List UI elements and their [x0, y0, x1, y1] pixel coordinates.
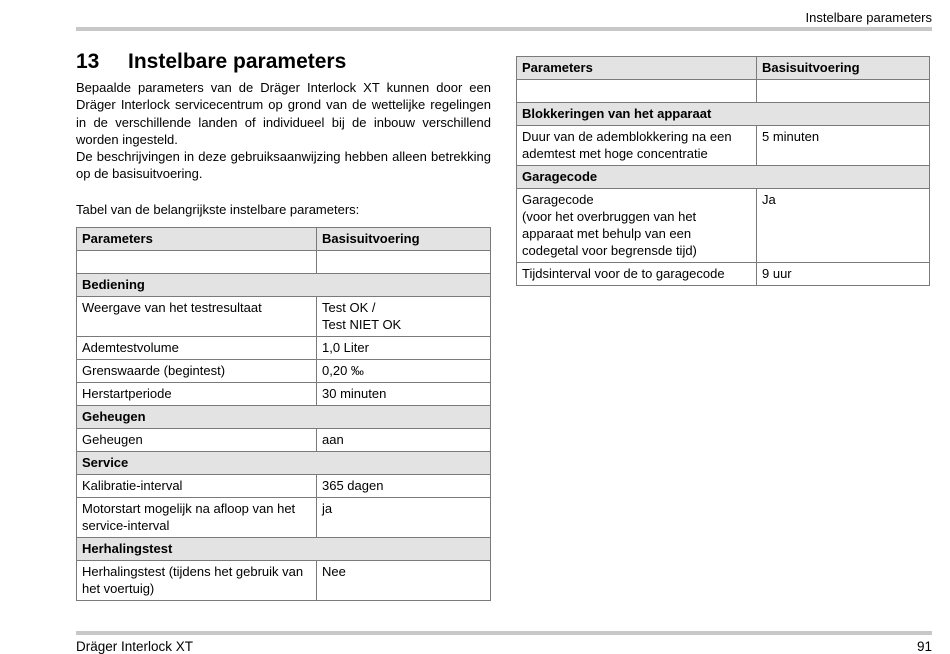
- value-cell: Nee: [317, 561, 491, 601]
- parameter-cell: Tijdsinterval voor de to garagecode: [517, 263, 757, 286]
- empty-cell: [517, 80, 757, 103]
- value-cell: Ja: [757, 189, 930, 263]
- section-row: [77, 274, 491, 297]
- table-row: [517, 126, 930, 166]
- chapter-title: Instelbare parameters: [128, 50, 347, 73]
- right-column: [516, 56, 930, 286]
- chapter-heading: [76, 50, 491, 74]
- section-label: Geheugen: [77, 406, 491, 429]
- table-row: [77, 498, 491, 538]
- value-cell: Test OK / Test NIET OK: [317, 297, 491, 337]
- section-label: Herhalingstest: [77, 538, 491, 561]
- header-rule: [76, 27, 932, 31]
- value-cell: aan: [317, 429, 491, 452]
- section-label: Bediening: [77, 274, 491, 297]
- empty-cell: [757, 80, 930, 103]
- section-label: Service: [77, 452, 491, 475]
- section-row: [77, 452, 491, 475]
- parameters-table-left: [76, 227, 491, 601]
- empty-cell: [317, 251, 491, 274]
- table-row: [77, 297, 491, 337]
- section-row: [517, 103, 930, 126]
- parameter-cell: Weergave van het testresultaat: [77, 297, 317, 337]
- column-header-parameters: Parameters: [77, 228, 317, 251]
- parameter-cell: Motorstart mogelijk na afloop van het service-interval: [77, 498, 317, 538]
- parameter-cell: Geheugen: [77, 429, 317, 452]
- section-label: Garagecode: [517, 166, 930, 189]
- table-header-row: [517, 57, 930, 80]
- table-header-row: [77, 228, 491, 251]
- table-row: [77, 475, 491, 498]
- parameter-cell: Herhalingstest (tijdens het gebruik van het voertuig): [77, 561, 317, 601]
- empty-row: [77, 251, 491, 274]
- parameter-cell: Grenswaarde (begintest): [77, 360, 317, 383]
- parameter-cell: Duur van de ademblokkering na een ademtest met hoge concentratie: [517, 126, 757, 166]
- column-header-parameters: Parameters: [517, 57, 757, 80]
- table-row: [77, 360, 491, 383]
- table-row: [77, 337, 491, 360]
- table-row: [77, 561, 491, 601]
- table-row: [517, 263, 930, 286]
- table-row: [517, 189, 930, 263]
- parameter-cell: Ademtestvolume: [77, 337, 317, 360]
- running-header: Instelbare parameters: [805, 10, 932, 25]
- column-header-basis: Basisuitvoering: [317, 228, 491, 251]
- left-column: [76, 50, 491, 601]
- value-cell: 0,20 ‰: [317, 360, 491, 383]
- section-row: [517, 166, 930, 189]
- parameters-table-right: [516, 56, 930, 286]
- section-row: [77, 406, 491, 429]
- empty-cell: [77, 251, 317, 274]
- page-number: 91: [916, 639, 932, 654]
- intro-paragraph: Bepaalde parameters van de Dräger Interlock XT kunnen door een Dräger Interlock servicecentrum op grond van de wettelijke regelingen in de verschillende landen of individueel bij de inbouw verschillend worden ingesteld.: [76, 80, 491, 147]
- value-cell: ja: [317, 498, 491, 538]
- parameter-cell: Herstartperiode: [77, 383, 317, 406]
- intro-text: [76, 79, 491, 218]
- section-label: Blokkeringen van het apparaat: [517, 103, 930, 126]
- footer-rule: [76, 631, 932, 635]
- footer-product-name: Dräger Interlock XT: [76, 639, 194, 654]
- table-lead-text: Tabel van de belangrijkste instelbare parameters:: [76, 201, 360, 217]
- value-cell: 9 uur: [757, 263, 930, 286]
- table-row: [77, 429, 491, 452]
- value-cell: 30 minuten: [317, 383, 491, 406]
- value-cell: 365 dagen: [317, 475, 491, 498]
- chapter-number: 13: [76, 50, 100, 73]
- column-header-basis: Basisuitvoering: [757, 57, 930, 80]
- parameter-cell: Garagecode (voor het overbruggen van het apparaat met behulp van een codegetal voor begrensde tijd): [517, 189, 757, 263]
- section-row: [77, 538, 491, 561]
- table-row: [77, 383, 491, 406]
- empty-row: [517, 80, 930, 103]
- value-cell: 1,0 Liter: [317, 337, 491, 360]
- parameter-cell: Kalibratie-interval: [77, 475, 317, 498]
- value-cell: 5 minuten: [757, 126, 930, 166]
- intro-paragraph: De beschrijvingen in deze gebruiksaanwijzing hebben alleen betrekking op de basisuitvoering.: [76, 149, 491, 182]
